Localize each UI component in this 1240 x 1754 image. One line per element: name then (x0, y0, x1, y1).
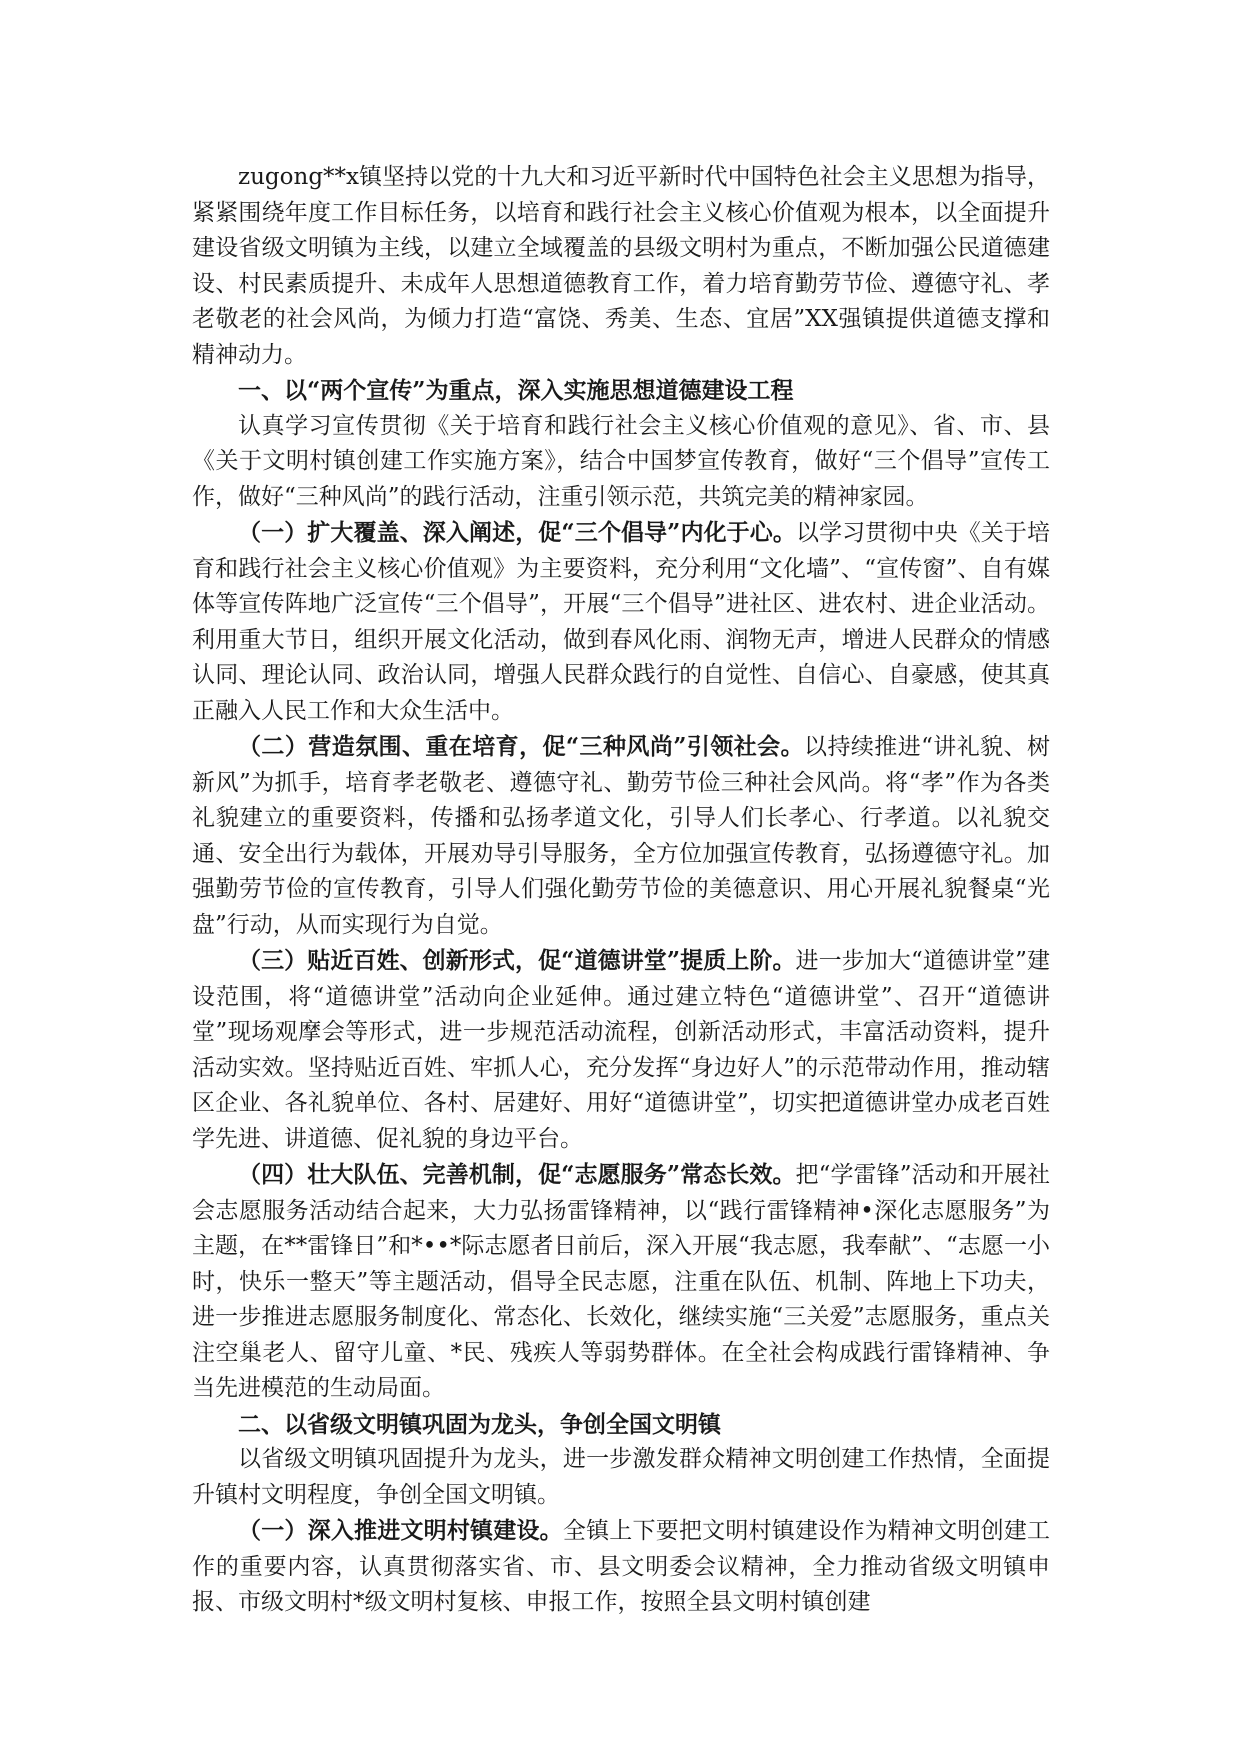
item-title: （四）壮大队伍、完善机制，促“志愿服务”常态长效。 (238, 1161, 796, 1188)
intro-paragraph: zugong**x镇坚持以党的十九大和习近平新时代中国特色社会主义思想为指导，紧紧围绕年度工作目标任务，以培育和践行社会主义核心价值观为根本，以全面提升建设省级文明镇为主线，以建立全域覆盖的县级文明村为重点，不断加强公民道德建设、村民素质提升、未成年人思想道德教育工作，着力培育勤劳节俭、遵德守礼、孝老敬老的社会风尚，为倾力打造“富饶、秀美、生态、宜居”XX强镇提供道德支撑和精神动力。 (192, 164, 1050, 368)
item-title: （一）扩大覆盖、深入阐述，促“三个倡导”内化于心。 (238, 519, 796, 546)
document-page (192, 160, 1050, 1621)
item-title: （三）贴近百姓、创新形式，促“道德讲堂”提质上阶。 (238, 947, 796, 974)
section-1-item-1 (192, 515, 1050, 729)
section-1-item-3 (192, 943, 1050, 1157)
item-text: 全镇上下要把文明村镇建设作为精神文明创建工作的重要内容，认真贯彻落实省、市、县文明委会议精神，全力推动省级文明镇申报、市级文明村*级文明村复核、申报工作，按照全县文明村镇创建 (192, 1518, 1051, 1615)
item-text: 以持续推进“讲礼貌、树新风”为抓手，培育孝老敬老、遵德守礼、勤劳节俭三种社会风尚。将“孝”作为各类礼貌建立的重要资料，传播和弘扬孝道文化，引导人们长孝心、行孝道。以礼貌交通、安全出行为载体，开展劝导引导服务，全方位加强宣传教育，弘扬遵德守礼。加强勤劳节俭的宣传教育，引导人们强化勤劳节俭的美德意识、用心开展礼貌餐桌“光盘”行动，从而实现行为自觉。 (192, 734, 1050, 938)
item-text: 把“学雷锋”活动和开展社会志愿服务活动结合起来，大力弘扬雷锋精神，以“践行雷锋精神•深化志愿服务”为主题，在**雷锋日”和*••*际志愿者日前后，深入开展“我志愿，我奉献”、“志愿一小时，快乐一整天”等主题活动，倡导全民志愿，注重在队伍、机制、阵地上下功夫，进一步推进志愿服务制度化、常态化、长效化，继续实施“三关爱”志愿服务，重点关注空巢老人、留守儿童、*民、残疾人等弱势群体。在全社会构成践行雷锋精神、争当先进模范的生动局面。 (192, 1162, 1050, 1401)
section-1-heading: 一、以“两个宣传”为重点，深入实施思想道德建设工程 (238, 377, 794, 404)
item-title: （二）营造氛围、重在培育，促“三种风尚”引领社会。 (238, 733, 805, 760)
item-title: （一）深入推进文明村镇建设。 (238, 1517, 563, 1544)
item-text: 以学习贯彻中央《关于培育和践行社会主义核心价值观》为主要资料，充分利用“文化墙”、“宣传窗”、自有媒体等宣传阵地广泛宣传“三个倡导”，开展“三个倡导”进社区、进农村、进企业活动。利用重大节日，组织开展文化活动，做到春风化雨、润物无声，增进人民群众的情感认同、理论认同、政治认同，增强人民群众践行的自觉性、自信心、自豪感，使其真正融入人民工作和大众生活中。 (192, 520, 1050, 724)
section-1-item-4 (192, 1157, 1050, 1407)
section-2-item-1 (192, 1513, 1050, 1621)
item-text: 进一步加大“道德讲堂”建设范围，将“道德讲堂”活动向企业延伸。通过建立特色“道德讲堂”、召开“道德讲堂”现场观摩会等形式，进一步规范活动流程，创新活动形式，丰富活动资料，提升活动实效。坚持贴近百姓、牢抓人心，充分发挥“身边好人”的示范带动作用，推动辖区企业、各礼貌单位、各村、居建好、用好“道德讲堂”，切实把道德讲堂办成老百姓学先进、讲道德、促礼貌的身边平台。 (192, 948, 1050, 1152)
section-1-body: 认真学习宣传贯彻《关于培育和践行社会主义核心价值观的意见》、省、市、县《关于文明村镇创建工作实施方案》，结合中国梦宣传教育，做好“三个倡导”宣传工作，做好“三种风尚”的践行活动，注重引领示范，共筑完美的精神家园。 (192, 412, 1050, 510)
section-2-body: 以省级文明镇巩固提升为龙头，进一步激发群众精神文明创建工作热情，全面提升镇村文明程度，争创全国文明镇。 (192, 1446, 1050, 1508)
section-2-heading: 二、以省级文明镇巩固为龙头，争创全国文明镇 (238, 1410, 721, 1438)
section-1-item-2 (192, 729, 1050, 943)
